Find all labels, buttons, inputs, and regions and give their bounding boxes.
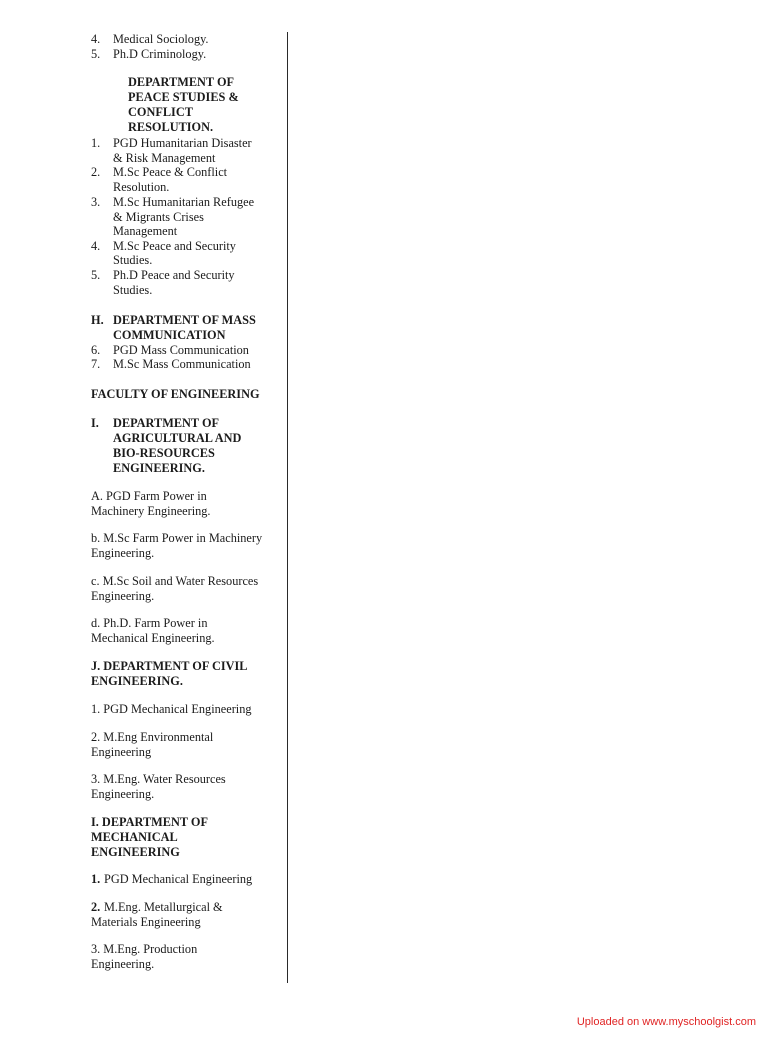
item-text: Engineering. — [91, 589, 155, 603]
item-text: Resolution. — [113, 180, 170, 194]
heading-line: RESOLUTION. — [128, 120, 214, 134]
heading-line: BIO-RESOURCES — [113, 446, 215, 460]
item-text: & Migrants Crises — [113, 210, 204, 224]
heading-line: J. DEPARTMENT OF CIVIL — [91, 659, 248, 673]
item-text: Machinery Engineering. — [91, 504, 211, 518]
item-text: Ph.D Criminology. — [113, 47, 207, 61]
heading-line: ENGINEERING. — [113, 461, 205, 475]
item-number: 7. — [91, 357, 101, 371]
item-number: 1. — [91, 872, 101, 886]
heading-line: DEPARTMENT OF MASS — [113, 313, 256, 327]
heading-line: DEPARTMENT OF — [113, 416, 220, 430]
item-number: 2. — [91, 900, 101, 914]
item-number: 2. — [91, 165, 101, 179]
column-divider — [287, 32, 288, 983]
item-text: M.Sc Peace & Conflict — [113, 165, 228, 179]
item-text: M.Sc Peace and Security — [113, 239, 236, 253]
item-text: PGD Mechanical Engineering — [104, 872, 253, 886]
heading-line: DEPARTMENT OF — [128, 75, 235, 89]
heading-line: CONFLICT — [128, 105, 193, 119]
item-text: Engineering. — [91, 787, 155, 801]
heading-line: PEACE STUDIES & — [128, 90, 239, 104]
item-text: Mechanical Engineering. — [91, 631, 215, 645]
item-number: 6. — [91, 343, 101, 357]
item-number: 1. — [91, 136, 101, 150]
item-text: Studies. — [113, 253, 153, 267]
item-text: Studies. — [113, 283, 153, 297]
item-number: 5. — [91, 47, 101, 61]
heading-line: AGRICULTURAL AND — [113, 431, 242, 445]
item-text: M.Sc Humanitarian Refugee — [113, 195, 255, 209]
item-text: Materials Engineering — [91, 915, 201, 929]
item-text: & Risk Management — [113, 151, 216, 165]
item-number: 3. — [91, 195, 101, 209]
item-text: Engineering. — [91, 957, 155, 971]
heading-line: COMMUNICATION — [113, 328, 226, 342]
item-text: A. PGD Farm Power in — [91, 489, 207, 503]
heading-letter: I. — [91, 416, 99, 430]
item-text: Medical Sociology. — [113, 32, 209, 46]
faculty-heading: FACULTY OF ENGINEERING — [91, 387, 260, 401]
item-text: PGD Mass Communication — [113, 343, 249, 357]
item-number: 4. — [91, 32, 101, 46]
item-text: d. Ph.D. Farm Power in — [91, 616, 208, 630]
heading-line: MECHANICAL — [91, 830, 178, 844]
item-text: 3. M.Eng. Water Resources — [91, 772, 226, 786]
item-text: Management — [113, 224, 178, 238]
heading-letter: H. — [91, 313, 104, 327]
item-text: 1. PGD Mechanical Engineering — [91, 702, 252, 716]
upload-credit: Uploaded on www.myschoolgist.com — [576, 1016, 756, 1028]
heading-line: ENGINEERING — [91, 845, 180, 859]
item-text: 2. M.Eng Environmental — [91, 730, 214, 744]
item-text: Engineering — [91, 745, 152, 759]
item-text: M.Eng. Metallurgical & — [104, 900, 223, 914]
item-text: Ph.D Peace and Security — [113, 268, 235, 282]
item-text: Engineering. — [91, 546, 155, 560]
item-text: c. M.Sc Soil and Water Resources — [91, 574, 259, 588]
item-text: PGD Humanitarian Disaster — [113, 136, 252, 150]
item-text: 3. M.Eng. Production — [91, 942, 198, 956]
item-text: b. M.Sc Farm Power in Machinery — [91, 531, 263, 545]
heading-line: ENGINEERING. — [91, 674, 183, 688]
heading-line: I. DEPARTMENT OF — [91, 815, 208, 829]
item-text: M.Sc Mass Communication — [113, 357, 251, 371]
item-number: 5. — [91, 268, 101, 282]
item-number: 4. — [91, 239, 101, 253]
